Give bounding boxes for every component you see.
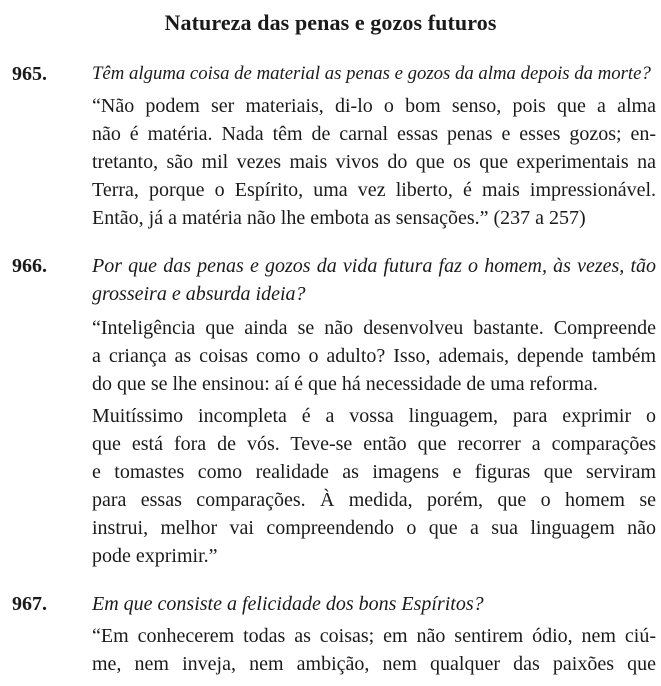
answer-965 bbox=[92, 92, 656, 232]
answer-966-line: que está fora de vós. Teve-se então que recorrer a comparações bbox=[92, 433, 656, 455]
answer-965-line: não é matéria. Nada têm de carnal essas penas e esses gozos; en- bbox=[92, 123, 656, 145]
answer-966-line: pode exprimir.” bbox=[92, 545, 218, 567]
answer-966-line: a criança as coisas como o adulto? Isso, ademais, depende também bbox=[92, 345, 656, 367]
answer-966-line: “Inteligência que ainda se não desenvolveu bastante. Compreende bbox=[92, 317, 656, 339]
answer-967-line: “Em conhecerem todas as coisas; em não sentirem ódio, nem ciú- bbox=[92, 625, 656, 647]
question-966-line: Por que das penas e gozos da vida futura faz o homem, às vezes, tão bbox=[92, 255, 656, 277]
answer-966-line: do que se lhe ensinou: aí é que há necessidade de uma reforma. bbox=[92, 373, 598, 395]
question-number-965: 965. bbox=[12, 63, 47, 85]
answer-965-line: tretanto, são mil vezes mais vivos do que os que experimentais na bbox=[92, 151, 656, 173]
question-966 bbox=[92, 252, 656, 308]
answer-966-paragraph-1 bbox=[92, 314, 656, 398]
question-965-line: Têm alguma coisa de material as penas e gozos da alma depois da morte? bbox=[92, 63, 651, 84]
question-number-966: 966. bbox=[12, 255, 47, 277]
answer-966-line: e tomastes como realidade as imagens e figuras que serviram bbox=[92, 461, 656, 483]
question-number-967: 967. bbox=[12, 593, 47, 615]
answer-966-paragraph-2 bbox=[92, 402, 656, 570]
answer-967 bbox=[92, 622, 656, 678]
answer-966-line: Muitíssimo incompleta é a vossa linguagem, para exprimir o bbox=[92, 405, 656, 427]
section-title: Natureza das penas e gozos futuros bbox=[164, 10, 497, 35]
answer-966-line: instrui, melhor vai compreendendo o que a sua linguagem não bbox=[92, 517, 656, 539]
answer-965-line: Então, já a matéria não lhe embota as sensações.” (237 a 257) bbox=[92, 207, 586, 229]
answer-967-line: me, nem inveja, nem ambição, nem qualquer das paixões que bbox=[92, 653, 656, 675]
question-967-line: Em que consiste a felicidade dos bons Espíritos? bbox=[92, 593, 484, 615]
question-967 bbox=[92, 590, 656, 618]
question-965 bbox=[92, 60, 656, 88]
answer-966-line: para essas comparações. À medida, porém, que o homem se bbox=[92, 489, 656, 511]
answer-965-line: “Não podem ser materiais, di-lo o bom senso, pois que a alma bbox=[92, 95, 656, 117]
question-966-line: grosseira e absurda ideia? bbox=[92, 283, 306, 305]
answer-965-line: Terra, porque o Espírito, uma vez liberto, é mais impressionável. bbox=[92, 179, 656, 201]
